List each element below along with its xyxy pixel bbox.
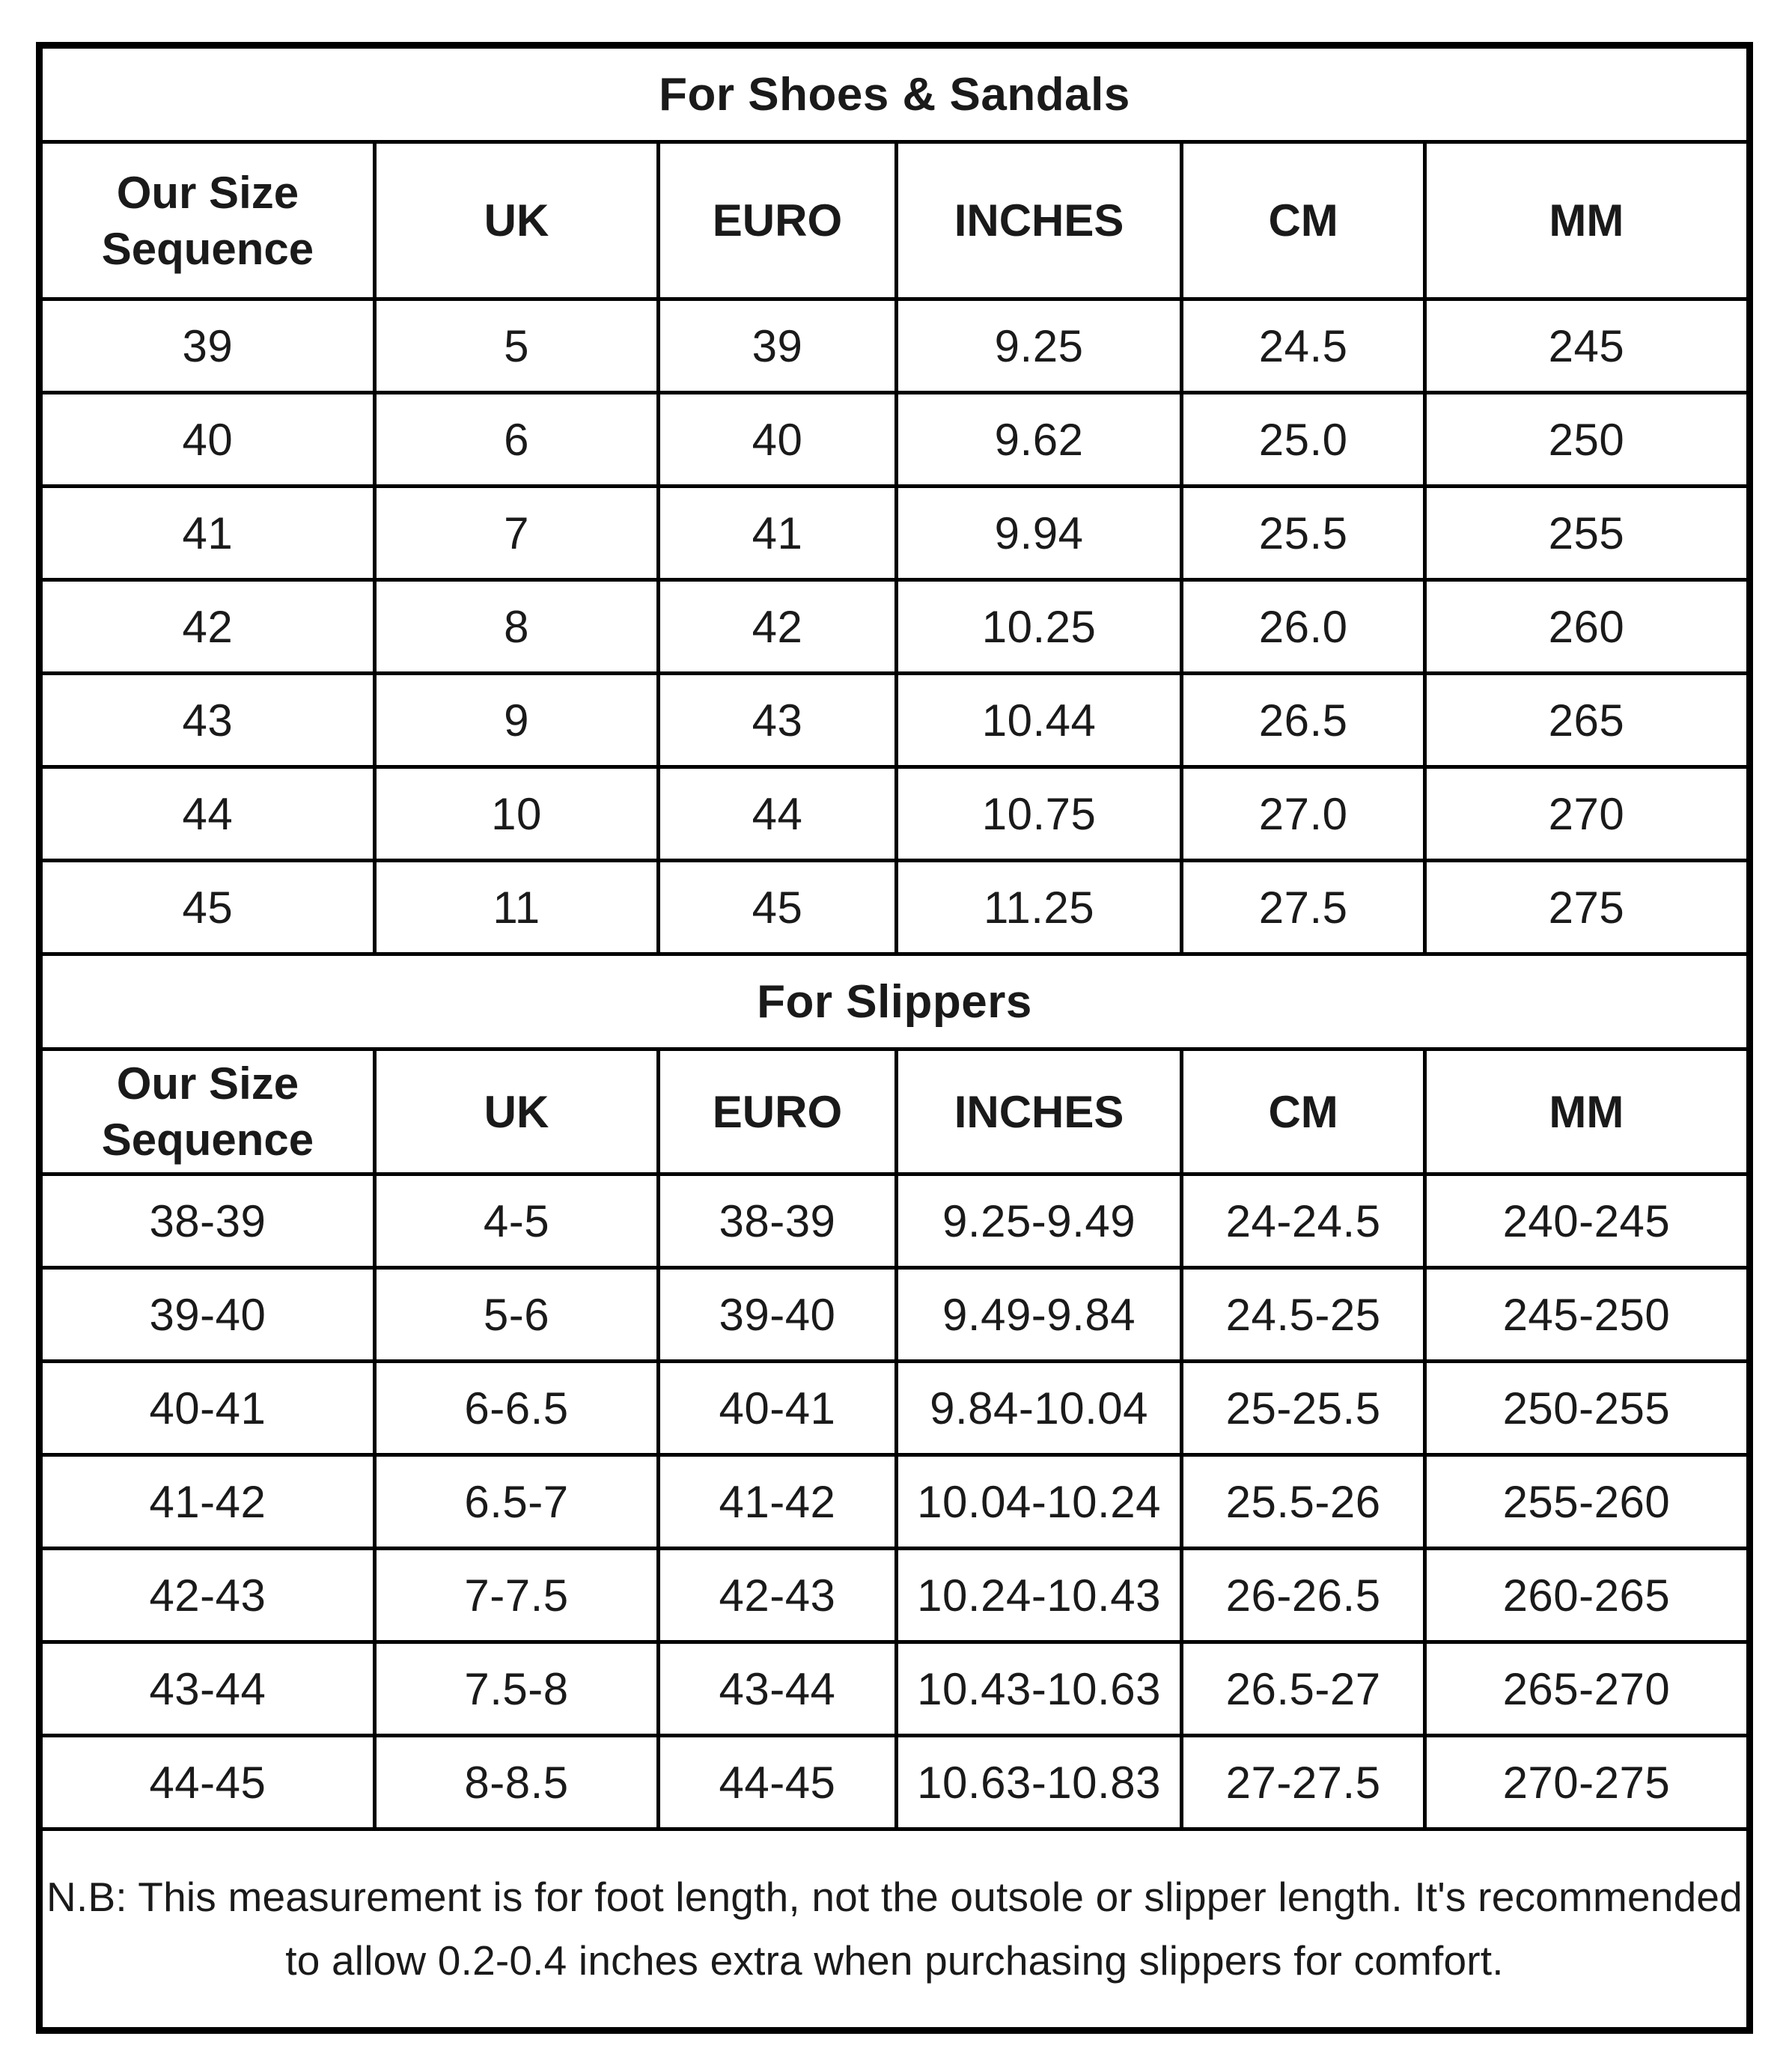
shoes-sandals-section <box>40 46 1750 954</box>
table-row <box>40 1455 1750 1549</box>
column-header-our-size-sequence: Our Size Sequence <box>40 1049 375 1174</box>
table-row <box>40 1642 1750 1736</box>
table-cell: 8 <box>374 580 658 674</box>
table-cell: 9.49-9.84 <box>896 1268 1182 1362</box>
column-header-cm: CM <box>1182 1049 1424 1174</box>
table-cell: 43-44 <box>659 1642 897 1736</box>
column-header-euro: EURO <box>659 1049 897 1174</box>
table-cell: 240-245 <box>1424 1174 1749 1268</box>
table-cell: 6.5-7 <box>374 1455 658 1549</box>
table-row <box>40 674 1750 767</box>
table-cell: 10.25 <box>896 580 1182 674</box>
table-cell: 27-27.5 <box>1182 1736 1424 1829</box>
table-cell: 45 <box>40 861 375 954</box>
table-cell: 8-8.5 <box>374 1736 658 1829</box>
table-cell: 9.25-9.49 <box>896 1174 1182 1268</box>
table-cell: 245 <box>1424 299 1749 393</box>
slippers-title-row <box>40 954 1750 1049</box>
table-cell: 42 <box>40 580 375 674</box>
table-cell: 24-24.5 <box>1182 1174 1424 1268</box>
slippers-section <box>40 954 1750 1829</box>
note-row <box>40 1829 1750 2031</box>
table-cell: 10.43-10.63 <box>896 1642 1182 1736</box>
column-header-cm: CM <box>1182 142 1424 299</box>
table-cell: 9 <box>374 674 658 767</box>
table-row <box>40 299 1750 393</box>
column-header-euro: EURO <box>659 142 897 299</box>
table-cell: 9.62 <box>896 393 1182 487</box>
table-cell: 42-43 <box>40 1549 375 1642</box>
table-cell: 265 <box>1424 674 1749 767</box>
table-cell: 10.44 <box>896 674 1182 767</box>
table-cell: 11 <box>374 861 658 954</box>
table-cell: 43-44 <box>40 1642 375 1736</box>
table-cell: 26.5-27 <box>1182 1642 1424 1736</box>
table-cell: 45 <box>659 861 897 954</box>
table-row <box>40 1736 1750 1829</box>
table-cell: 10.04-10.24 <box>896 1455 1182 1549</box>
column-header-mm: MM <box>1424 142 1749 299</box>
table-cell: 41-42 <box>659 1455 897 1549</box>
table-cell: 4-5 <box>374 1174 658 1268</box>
table-cell: 38-39 <box>659 1174 897 1268</box>
table-cell: 245-250 <box>1424 1268 1749 1362</box>
table-cell: 41-42 <box>40 1455 375 1549</box>
column-header-mm: MM <box>1424 1049 1749 1174</box>
note-section <box>40 1829 1750 2031</box>
table-cell: 39 <box>40 299 375 393</box>
table-cell: 24.5 <box>1182 299 1424 393</box>
table-cell: 10 <box>374 767 658 861</box>
size-conversion-table <box>36 42 1753 2034</box>
table-cell: 43 <box>40 674 375 767</box>
table-cell: 26.5 <box>1182 674 1424 767</box>
table-row <box>40 580 1750 674</box>
table-cell: 44 <box>659 767 897 861</box>
column-header-inches: INCHES <box>896 1049 1182 1174</box>
table-cell: 9.84-10.04 <box>896 1362 1182 1455</box>
table-cell: 10.63-10.83 <box>896 1736 1182 1829</box>
slippers-header-row <box>40 1049 1750 1174</box>
table-cell: 260 <box>1424 580 1749 674</box>
table-cell: 26-26.5 <box>1182 1549 1424 1642</box>
table-row <box>40 1549 1750 1642</box>
column-header-uk: UK <box>374 1049 658 1174</box>
table-cell: 39-40 <box>659 1268 897 1362</box>
table-cell: 25.5-26 <box>1182 1455 1424 1549</box>
column-header-our-size-sequence: Our Size Sequence <box>40 142 375 299</box>
table-cell: 7.5-8 <box>374 1642 658 1736</box>
slippers-section-title: For Slippers <box>40 954 1750 1049</box>
table-cell: 5 <box>374 299 658 393</box>
table-cell: 260-265 <box>1424 1549 1749 1642</box>
table-cell: 40 <box>40 393 375 487</box>
table-cell: 40 <box>659 393 897 487</box>
table-cell: 10.75 <box>896 767 1182 861</box>
table-cell: 25.5 <box>1182 487 1424 580</box>
column-header-uk: UK <box>374 142 658 299</box>
table-cell: 6 <box>374 393 658 487</box>
shoes-section-title: For Shoes & Sandals <box>40 46 1750 142</box>
table-cell: 9.25 <box>896 299 1182 393</box>
table-cell: 7 <box>374 487 658 580</box>
table-cell: 44 <box>40 767 375 861</box>
table-cell: 44-45 <box>40 1736 375 1829</box>
table-cell: 270-275 <box>1424 1736 1749 1829</box>
table-row <box>40 767 1750 861</box>
table-cell: 10.24-10.43 <box>896 1549 1182 1642</box>
table-cell: 27.0 <box>1182 767 1424 861</box>
table-row <box>40 393 1750 487</box>
table-cell: 255 <box>1424 487 1749 580</box>
table-cell: 43 <box>659 674 897 767</box>
table-cell: 265-270 <box>1424 1642 1749 1736</box>
table-cell: 7-7.5 <box>374 1549 658 1642</box>
table-cell: 250-255 <box>1424 1362 1749 1455</box>
table-row <box>40 1362 1750 1455</box>
table-cell: 275 <box>1424 861 1749 954</box>
table-cell: 270 <box>1424 767 1749 861</box>
table-cell: 42 <box>659 580 897 674</box>
table-cell: 38-39 <box>40 1174 375 1268</box>
table-cell: 255-260 <box>1424 1455 1749 1549</box>
table-cell: 40-41 <box>659 1362 897 1455</box>
table-cell: 24.5-25 <box>1182 1268 1424 1362</box>
table-cell: 5-6 <box>374 1268 658 1362</box>
table-cell: 11.25 <box>896 861 1182 954</box>
table-cell: 39 <box>659 299 897 393</box>
shoes-title-row <box>40 46 1750 142</box>
table-row <box>40 487 1750 580</box>
column-header-inches: INCHES <box>896 142 1182 299</box>
table-cell: 25.0 <box>1182 393 1424 487</box>
table-cell: 39-40 <box>40 1268 375 1362</box>
table-row <box>40 861 1750 954</box>
table-cell: 26.0 <box>1182 580 1424 674</box>
table-cell: 27.5 <box>1182 861 1424 954</box>
table-row <box>40 1268 1750 1362</box>
table-cell: 250 <box>1424 393 1749 487</box>
table-cell: 41 <box>40 487 375 580</box>
table-cell: 42-43 <box>659 1549 897 1642</box>
table-cell: 25-25.5 <box>1182 1362 1424 1455</box>
table-cell: 40-41 <box>40 1362 375 1455</box>
table-cell: 41 <box>659 487 897 580</box>
table-cell: 6-6.5 <box>374 1362 658 1455</box>
table-cell: 9.94 <box>896 487 1182 580</box>
shoes-header-row <box>40 142 1750 299</box>
measurement-note: N.B: This measurement is for foot length, not the outsole or slipper length. It's recommended to allow 0.2-0.4 inches extra when purchasing slippers for comfort. <box>40 1829 1750 2031</box>
table-cell: 44-45 <box>659 1736 897 1829</box>
table-row <box>40 1174 1750 1268</box>
